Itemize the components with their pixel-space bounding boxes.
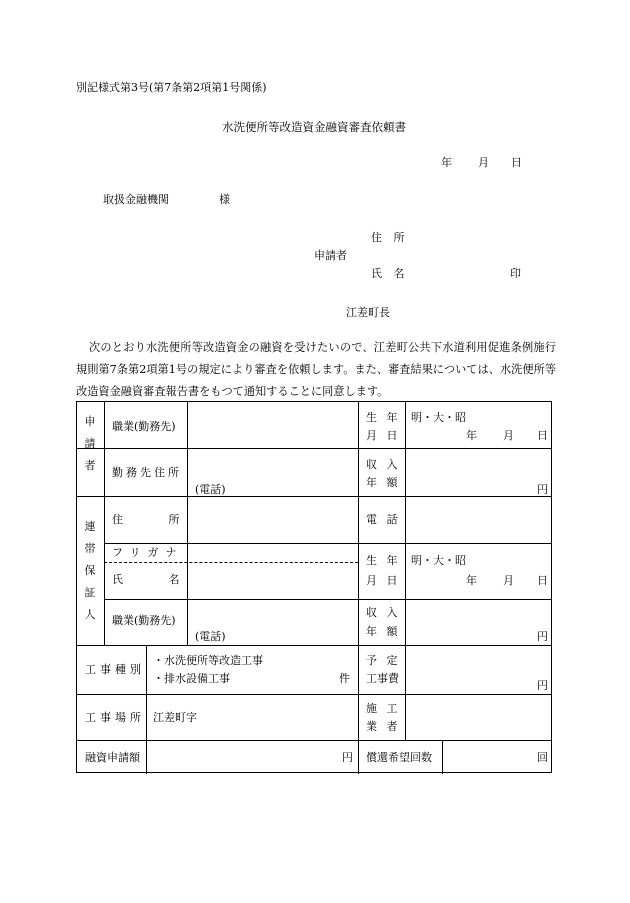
guarantor-birth-label-2: 月 日 — [366, 574, 398, 587]
recipient: 江差町長 — [346, 306, 390, 319]
applicant-birth-day: 日 — [537, 429, 548, 442]
addressee-institution: 取扱金融機関 — [103, 193, 169, 206]
applicant-work-address-label: 勤務先住所 — [112, 466, 182, 479]
work-type-label: 工事種別 — [85, 663, 145, 676]
planned-cost-label-1: 予 定 — [366, 654, 398, 667]
contractor-label-1: 施 工 — [366, 702, 398, 715]
guarantor-phone-label: 電 話 — [366, 513, 398, 526]
work-site-label: 工事場所 — [85, 711, 145, 724]
date-month-label: 月 — [478, 156, 489, 169]
guarantor-birth-day: 日 — [537, 574, 548, 587]
guarantor-occupation-label: 職業(勤務先) — [112, 614, 176, 627]
applicant-era: 明・大・昭 — [411, 411, 466, 424]
guarantor-address-label: 住 所 — [112, 513, 180, 526]
applicant-birth-label-1: 生 年 — [366, 411, 398, 424]
applicant-birth-label-2: 月 日 — [366, 429, 398, 442]
body-paragraph: 次のとおり水洗便所等改造資金の融資を受けたいので、江差町公共下水道利用促進条例施行規則第7条第2項第1号の規定により審査を依頼します。また、審査結果については、水洗便所等改造資金融資審査報告書をもつて通知することに同意します。 — [76, 341, 556, 398]
applicant-phone-paren: (電話) — [195, 483, 226, 496]
seal-mark: 印 — [510, 267, 521, 280]
contractor-label-2: 業 者 — [366, 720, 398, 733]
document-title: 水洗便所等改造資金融資審査依頼書 — [222, 120, 406, 134]
form-number: 別記様式第3号(第7条第2項第1号関係) — [76, 81, 267, 94]
applicant-birth-year: 年 — [466, 429, 477, 442]
guarantor-era: 明・大・昭 — [411, 554, 466, 567]
date-day-label: 日 — [511, 156, 522, 169]
guarantor-income-label-2: 年 額 — [366, 625, 398, 638]
applicant-income-label-2: 年 額 — [366, 476, 398, 489]
guarantor-phone-paren: (電話) — [195, 630, 226, 643]
guarantor-section-label: 連帯保証人 — [84, 520, 96, 621]
applicant-section-label: 申請者 — [84, 415, 96, 472]
applicant-income-label-1: 収 入 — [366, 458, 398, 471]
date-year-label: 年 — [441, 156, 452, 169]
application-table — [76, 401, 552, 773]
guarantor-name-label: 氏 名 — [112, 573, 180, 586]
guarantor-income-yen: 円 — [537, 630, 548, 643]
loan-amount-yen: 円 — [342, 751, 353, 764]
guarantor-furigana-label: フリガナ — [112, 546, 184, 559]
applicant-occupation-label: 職業(勤務先) — [112, 420, 176, 433]
guarantor-birth-year: 年 — [466, 574, 477, 587]
work-site-town-prefix: 江差町字 — [153, 711, 197, 724]
applicant-name-label: 氏 名 — [371, 267, 405, 280]
addressee-honorific: 様 — [219, 193, 230, 206]
work-item-toilet: ・水洗便所等改造工事 — [153, 654, 263, 667]
work-count-unit: 件 — [339, 672, 350, 685]
guarantor-birth-label-1: 生 年 — [366, 554, 398, 567]
guarantor-income-label-1: 収 入 — [366, 606, 398, 619]
loan-amount-label: 融資申請額 — [85, 751, 140, 764]
repayment-count-unit: 回 — [537, 751, 548, 764]
applicant-role: 申請者 — [314, 249, 347, 262]
applicant-birth-month: 月 — [503, 429, 514, 442]
applicant-income-yen: 円 — [537, 483, 548, 496]
work-item-drainage: ・排水設備工事 — [153, 672, 230, 685]
planned-cost-label-2: 工事費 — [366, 672, 399, 685]
planned-cost-yen: 円 — [537, 679, 548, 692]
applicant-address-label: 住 所 — [371, 231, 405, 244]
repayment-count-label: 償還希望回数 — [366, 751, 432, 764]
guarantor-birth-month: 月 — [503, 574, 514, 587]
